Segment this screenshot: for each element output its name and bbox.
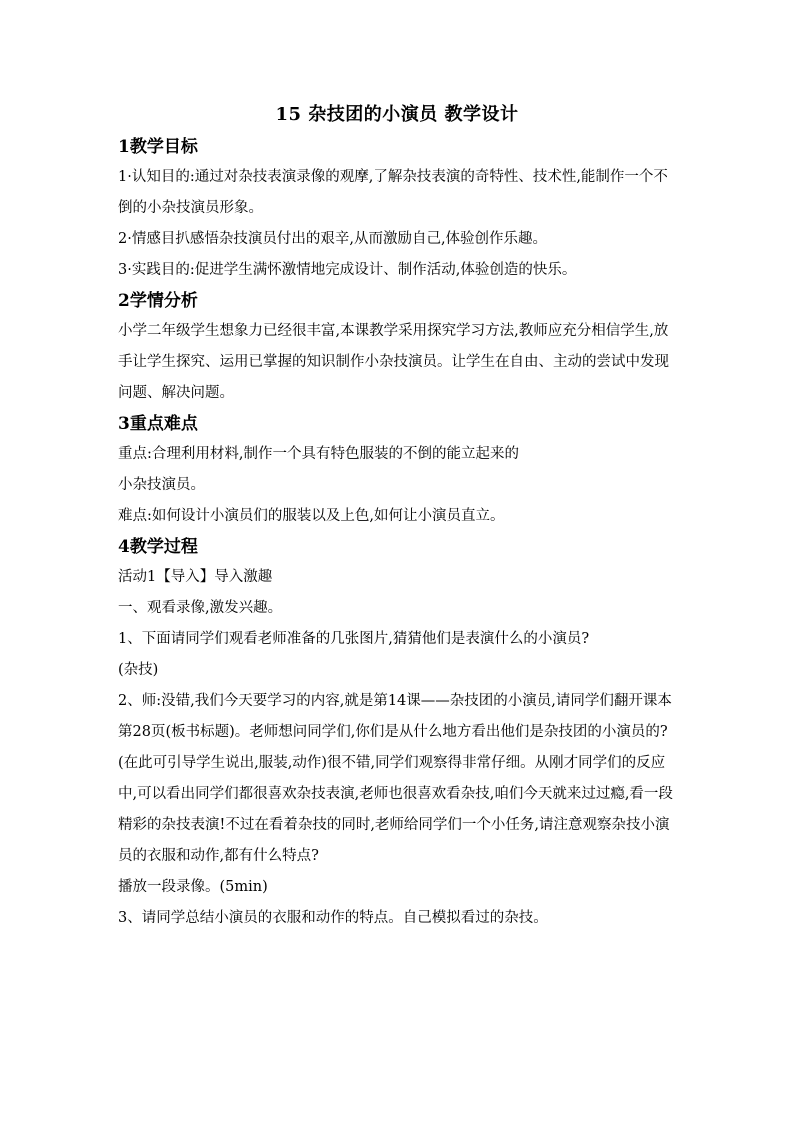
section-key-difficulties bbox=[118, 409, 678, 532]
paragraph: 活动1【导入】导入激趣 bbox=[118, 569, 273, 585]
paragraph: 小学二年级学生想象力已经很丰富,本课教学采用探究学习方法,教师应充分相信学生,放手让学生探究、运用已掌握的知识制作小杂技演员。让学生在自由、主动的尝试中发现问题、解决问题。 bbox=[118, 323, 669, 401]
paragraph: 小杂技演员。 bbox=[118, 477, 205, 493]
paragraph: 2·情感目扒感悟杂技演员付出的艰辛,从而激励自己,体验创作乐趣。 bbox=[118, 231, 548, 247]
paragraph: 一、观看录像,激发兴趣。 bbox=[118, 600, 283, 616]
paragraph: 2、师:没错,我们今天要学习的内容,就是第14课——杂技团的小演员,请同学们翻开课本第28页(板书标题)。老师想问同学们,你们是从什么地方看出他们是杂技团的小演员的?(在此可引导学生说出,服装,动作)很不错,同学们观察得非常仔细。从刚才同学们的反应中,可以看出同学们都很喜欢杂技表演,老师也很喜欢看杂技,咱们今天就来过过瘾,看一段精彩的杂技表演!不过在看着杂技的同时,老师给同学们一个小任务,请注意观察杂技小演员的衣服和动作,都有什么特点? bbox=[118, 693, 673, 864]
paragraph: 3·实践目的:促进学生满怀激情地完成设计、制作活动,体验创造的快乐。 bbox=[118, 262, 577, 278]
section-learner-analysis bbox=[118, 286, 678, 409]
document-title: 15 杂技团的小演员 教学设计 bbox=[275, 104, 519, 125]
section-teaching-objectives bbox=[118, 132, 678, 286]
document-body bbox=[118, 130, 678, 934]
section-heading: 1教学目标 bbox=[118, 137, 198, 157]
paragraph: (杂技) bbox=[118, 662, 159, 678]
paragraph: 3、请同学总结小演员的衣服和动作的特点。自己模拟看过的杂技。 bbox=[118, 910, 548, 926]
paragraph: 1、下面请同学们观看老师准备的几张图片,猜猜他们是表演什么的小演员? bbox=[118, 631, 590, 647]
section-heading: 3重点难点 bbox=[118, 414, 198, 434]
paragraph: 重点:合理利用材料,制作一个具有特色服装的不倒的能立起来的 bbox=[118, 446, 519, 462]
section-teaching-process bbox=[118, 532, 678, 934]
paragraph: 难点:如何设计小演员们的服装以及上色,如何让小演员直立。 bbox=[118, 508, 505, 524]
paragraph: 播放一段录像。(5min) bbox=[118, 879, 268, 895]
section-heading: 2学情分析 bbox=[118, 291, 198, 311]
paragraph: 1·认知目的:通过对杂技表演录像的观摩,了解杂技表演的奇特性、技术性,能制作一个不倒的小杂技演员形象。 bbox=[118, 169, 668, 216]
section-heading: 4教学过程 bbox=[118, 537, 198, 557]
